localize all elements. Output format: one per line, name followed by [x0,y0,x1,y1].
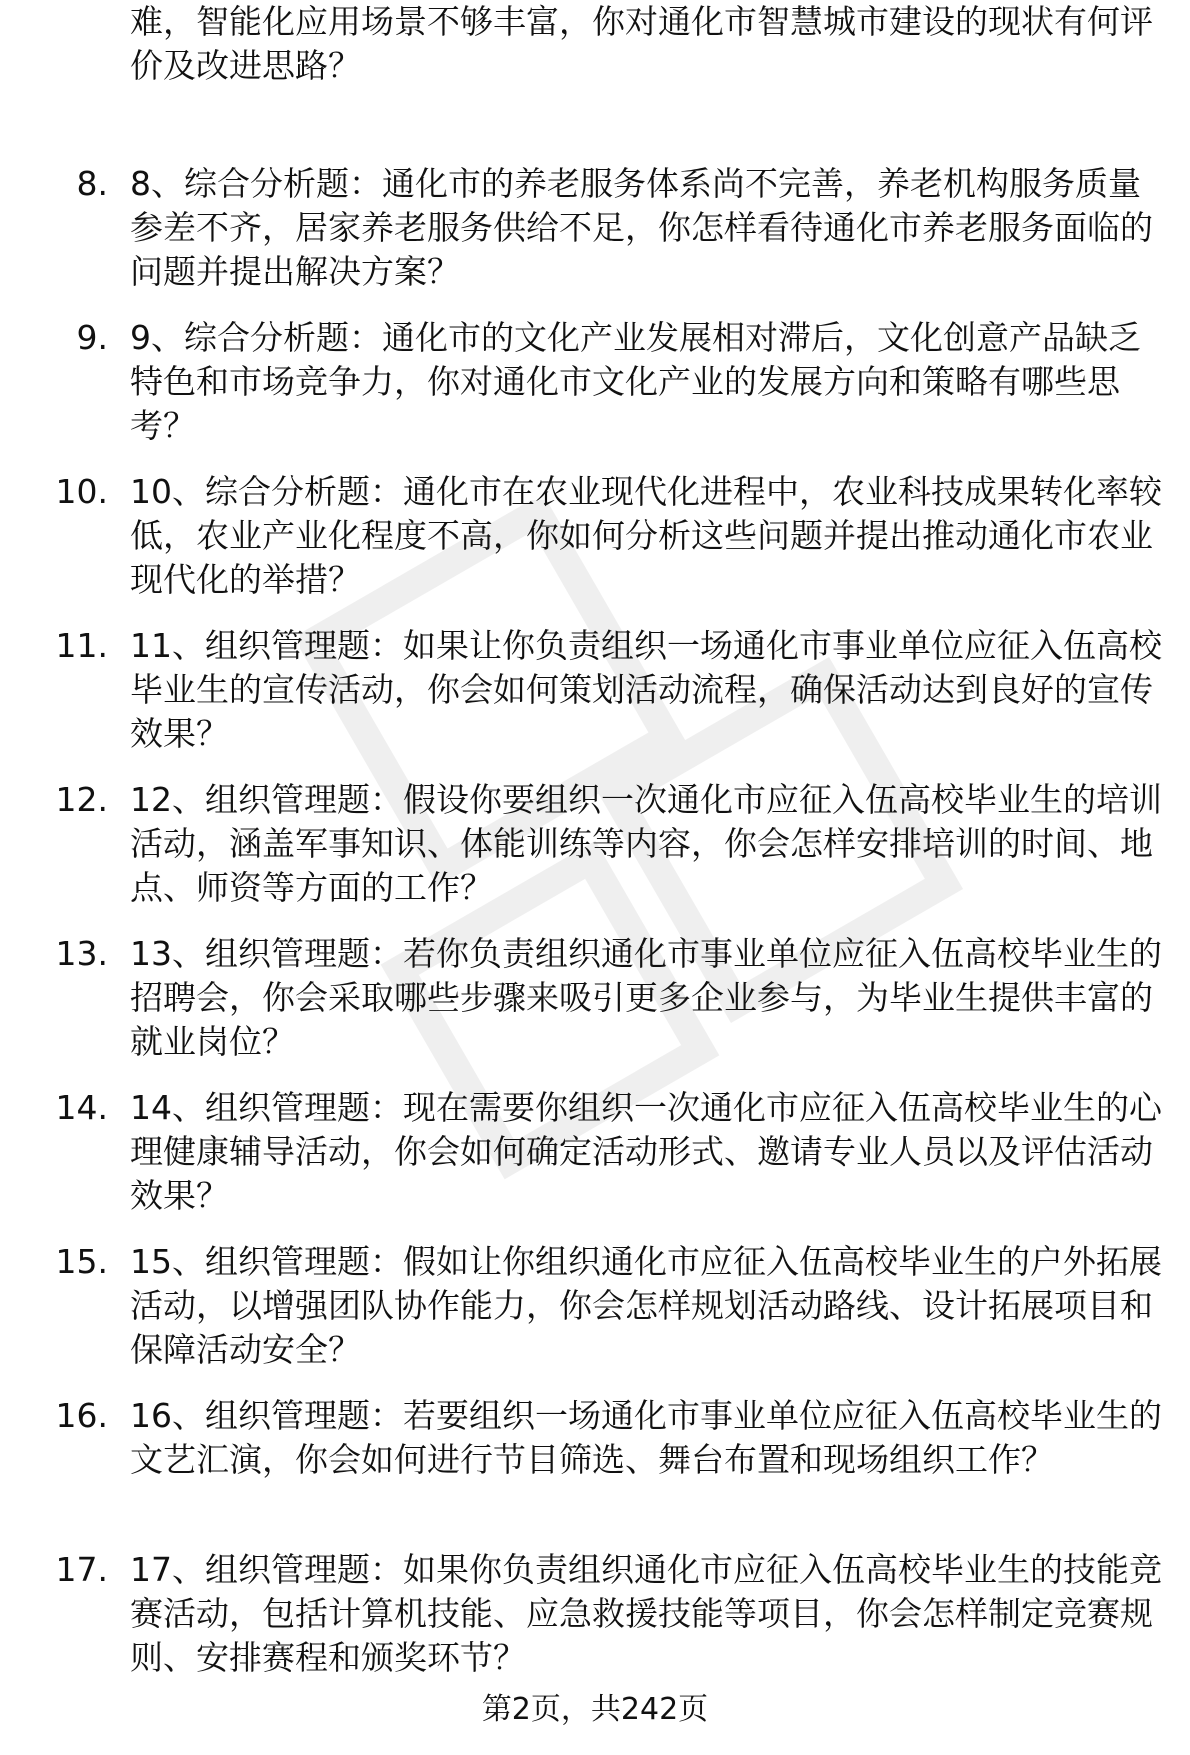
question-number: 17. [55,1550,108,1589]
question-text: 13、组织管理题：若你负责组织通化市事业单位应征入伍高校毕业生的招聘会，你会采取哪些步骤来吸引更多企业参与，为毕业生提供丰富的就业岗位？ [130,934,1162,1061]
question-text: 8、综合分析题：通化市的养老服务体系尚不完善，养老机构服务质量参差不齐，居家养老服务供给不足，你怎样看待通化市养老服务面临的问题并提出解决方案？ [130,164,1153,291]
question-text: 10、综合分析题：通化市在农业现代化进程中，农业科技成果转化率较低，农业产业化程度不高，你如何分析这些问题并提出推动通化市农业现代化的举措？ [130,472,1162,599]
question-item [0,316,1190,448]
question-text: 9、综合分析题：通化市的文化产业发展相对滞后，文化创意产品缺乏特色和市场竞争力，你对通化市文化产业的发展方向和策略有哪些思考？ [130,318,1141,445]
question-number: 14. [55,1088,108,1127]
question-item [0,932,1190,1064]
question-number: 15. [55,1242,108,1281]
question-number: 9. [76,318,108,357]
question-number: 8. [76,164,108,203]
question-number: 13. [55,934,108,973]
question-item [0,778,1190,910]
question-text: 11、组织管理题：如果让你负责组织一场通化市事业单位应征入伍高校毕业生的宣传活动，你会如何策划活动流程，确保活动达到良好的宣传效果？ [130,626,1162,753]
question-number: 11. [55,626,108,665]
question-item [0,470,1190,602]
page-number-footer: 第2页，共242页 [481,1692,709,1727]
question-item [0,162,1190,294]
question-text: 15、组织管理题：假如让你组织通化市应征入伍高校毕业生的户外拓展活动，以增强团队协作能力，你会怎样规划活动路线、设计拓展项目和保障活动安全？ [130,1242,1162,1369]
question-text: 17、组织管理题：如果你负责组织通化市应征入伍高校毕业生的技能竞赛活动，包括计算机技能、应急救援技能等项目，你会怎样制定竞赛规则、安排赛程和颁奖环节？ [130,1550,1162,1677]
question-item [0,624,1190,756]
question-list [0,140,1190,1680]
question-text: 16、组织管理题：若要组织一场通化市事业单位应征入伍高校毕业生的文艺汇演，你会如何进行节目筛选、舞台布置和现场组织工作？ [130,1396,1162,1479]
question-item [0,1548,1190,1680]
question-number: 12. [55,780,108,819]
question-item [0,1394,1190,1526]
question-number: 10. [55,472,108,511]
continued-question-text: 难，智能化应用场景不够丰富，你对通化市智慧城市建设的现状有何评价及改进思路？ [130,2,1153,85]
question-item [0,1086,1190,1218]
question-text: 14、组织管理题：现在需要你组织一次通化市应征入伍高校毕业生的心理健康辅导活动，你会如何确定活动形式、邀请专业人员以及评估活动效果？ [130,1088,1162,1215]
question-item [0,1240,1190,1372]
question-number: 16. [55,1396,108,1435]
question-text: 12、组织管理题：假设你要组织一次通化市应征入伍高校毕业生的培训活动，涵盖军事知识、体能训练等内容，你会怎样安排培训的时间、地点、师资等方面的工作？ [130,780,1162,907]
